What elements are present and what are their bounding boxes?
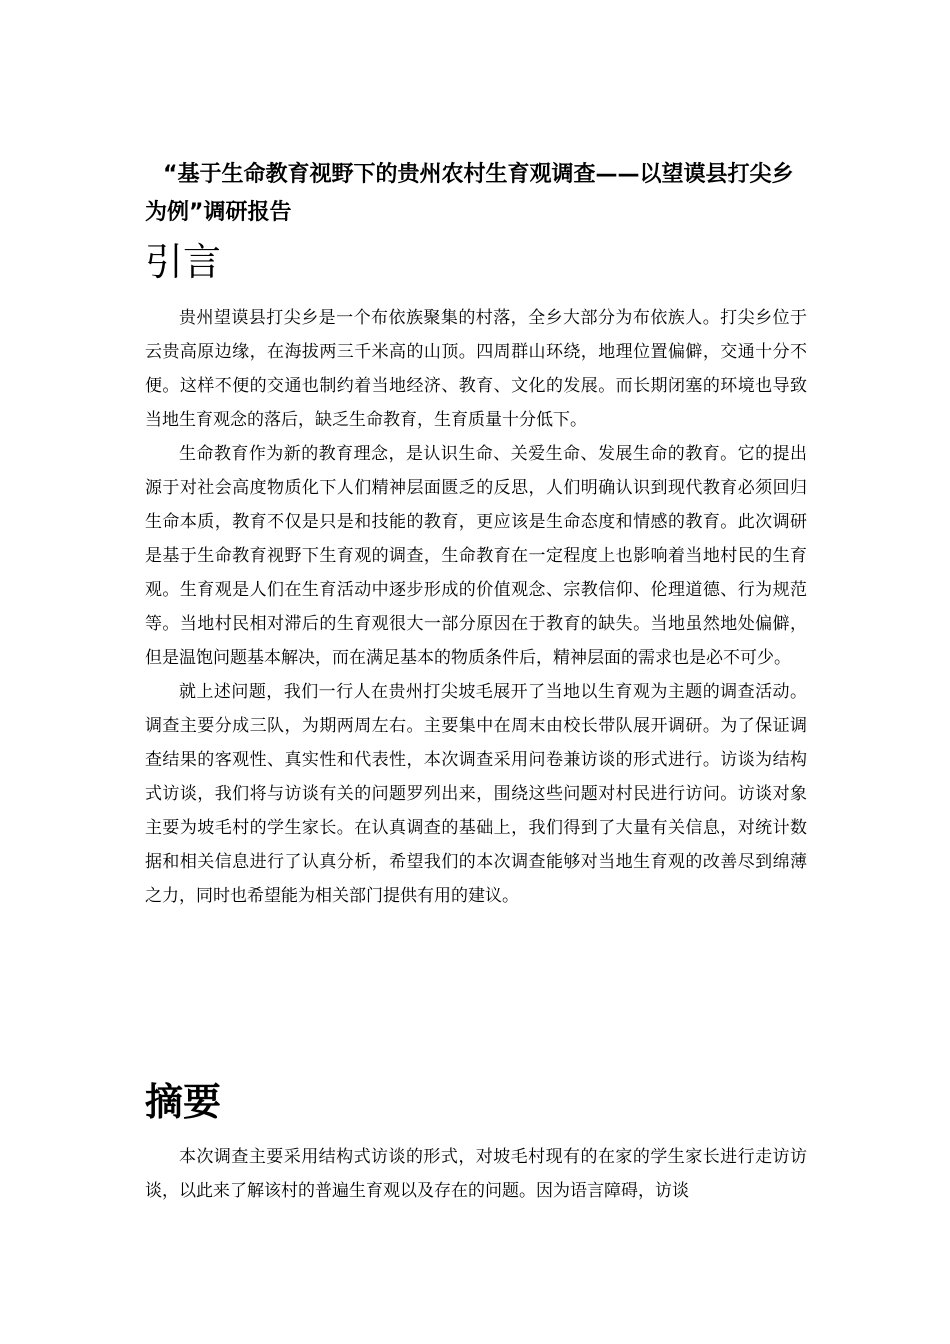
section-body-introduction — [145, 301, 807, 913]
intro-paragraph-1: 贵州望谟县打尖乡是一个布依族聚集的村落，全乡大部分为布依族人。打尖乡位于云贵高原边缘，在海拔两三千米高的山顶。四周群山环绕，地理位置偏僻，交通十分不便。这样不便的交通也制约着当地经济、教育、文化的发展。而长期闭塞的环境也导致当地生育观念的落后，缺乏生命教育，生育质量十分低下。 — [145, 308, 807, 430]
intro-paragraph-3: 就上述问题，我们一行人在贵州打尖坡毛展开了当地以生育观为主题的调查活动。调查主要分成三队，为期两周左右。主要集中在周末由校长带队展开调研。为了保证调查结果的客观性、真实性和代表性，本次调查采用问卷兼访谈的形式进行。访谈为结构式访谈，我们将与访谈有关的问题罗列出来，围绕这些问题对村民进行访问。访谈对象主要为坡毛村的学生家长。在认真调查的基础上，我们得到了大量有关信息，对统计数据和相关信息进行了认真分析，希望我们的本次调查能够对当地生育观的改善尽到绵薄之力，同时也希望能为相关部门提供有用的建议。 — [145, 682, 807, 906]
section-heading-introduction: 引言 — [145, 240, 222, 284]
document-title: “基于生命教育视野下的贵州农村生育观调查——以望谟县打尖乡为例”调研报告 — [145, 162, 794, 225]
section-heading-abstract: 摘要 — [145, 1080, 222, 1124]
intro-paragraph-2: 生命教育作为新的教育理念，是认识生命、关爱生命、发展生命的教育。它的提出源于对社会高度物质化下人们精神层面匮乏的反思，人们明确认识到现代教育必须回归生命本质，教育不仅是只是和技能的教育，更应该是生命态度和情感的教育。此次调研是基于生命教育视野下生育观的调查，生命教育在一定程度上也影响着当地村民的生育观。生育观是人们在生育活动中逐步形成的价值观念、宗教信仰、伦理道德、行为规范等。当地村民相对滞后的生育观很大一部分原因在于教育的缺失。当地虽然地处偏僻，但是温饱问题基本解决，而在满足基本的物质条件后，精神层面的需求也是必不可少。 — [145, 444, 807, 668]
abstract-paragraph-1: 本次调查主要采用结构式访谈的形式，对坡毛村现有的在家的学生家长进行走访访谈，以此来了解该村的普遍生育观以及存在的问题。因为语言障碍，访谈 — [145, 1147, 807, 1201]
section-body-abstract — [145, 1140, 807, 1208]
